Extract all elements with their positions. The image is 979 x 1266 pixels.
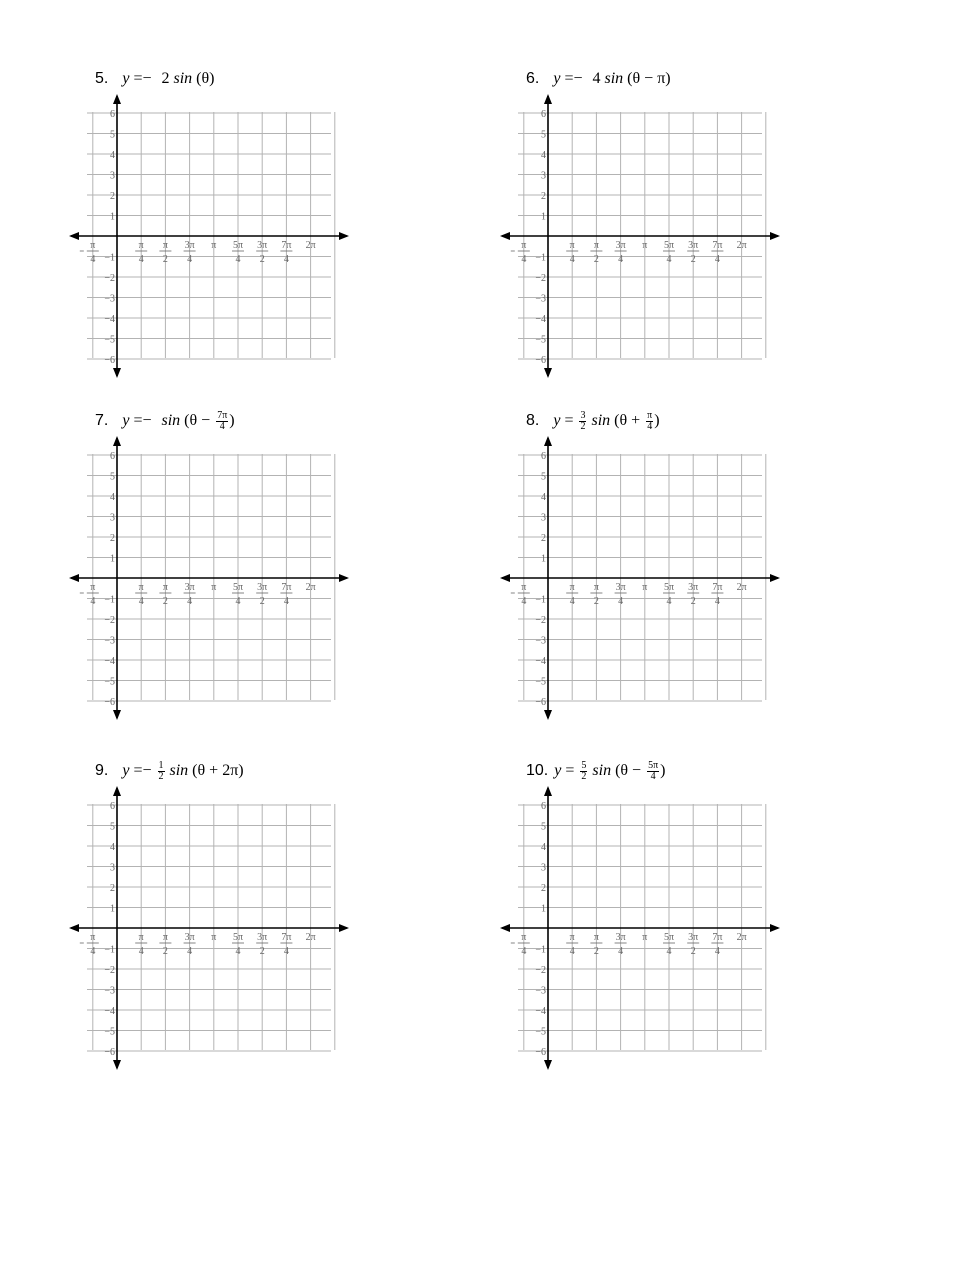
x-tick-numerator: 3π xyxy=(184,240,195,251)
x-tick-denominator: 4 xyxy=(90,946,96,957)
x-tick-numerator: 3π xyxy=(257,932,268,943)
x-tick-numerator: 3π xyxy=(615,932,626,943)
y-tick-label: 5 xyxy=(110,821,115,833)
x-tick-numerator: π xyxy=(90,932,96,943)
x-tick-numerator: 3π xyxy=(615,582,626,593)
x-tick-denominator: 4 xyxy=(235,946,241,957)
x-tick-denominator: 4 xyxy=(283,946,289,957)
y-tick-label: 6 xyxy=(110,451,115,462)
y-tick-label: −4 xyxy=(535,314,546,325)
y-tick-label: −2 xyxy=(104,273,115,284)
fraction-denominator: 2 xyxy=(581,770,587,782)
coordinate-grid xyxy=(521,788,816,1078)
problem-number: 5. xyxy=(95,70,109,87)
y-tick-label: 2 xyxy=(110,191,115,202)
y-tick-label: 4 xyxy=(110,492,115,503)
y-variable: y xyxy=(122,70,130,87)
x-tick-denominator: 4 xyxy=(714,254,720,265)
x-tick-denominator: 4 xyxy=(666,254,672,265)
x-tick-numerator: π xyxy=(90,582,96,593)
y-tick-label: 3 xyxy=(541,170,546,182)
x-axis-arrow-left xyxy=(69,574,79,582)
y-tick-label: −6 xyxy=(104,697,115,708)
y-tick-label: 4 xyxy=(110,842,115,853)
x-tick-numerator: π xyxy=(162,932,168,943)
x-tick-denominator: 4 xyxy=(569,254,575,265)
argument-close: ) xyxy=(660,762,666,779)
fraction-denominator: 2 xyxy=(158,770,164,782)
x-tick-denominator: 4 xyxy=(521,254,527,265)
y-tick-label: −4 xyxy=(535,656,546,667)
equation xyxy=(95,760,244,782)
x-tick-numerator: 7π xyxy=(281,240,292,251)
y-axis-arrow-up xyxy=(113,786,121,796)
y-variable: y xyxy=(122,412,130,429)
y-tick-label: 3 xyxy=(110,170,115,182)
x-tick-numerator: π xyxy=(569,932,575,943)
fraction-denominator: 2 xyxy=(580,420,586,432)
x-tick-numerator: π xyxy=(593,240,599,251)
x-tick-numerator: π xyxy=(211,932,217,943)
y-tick-label: −6 xyxy=(535,1047,546,1058)
x-tick-numerator: 2π xyxy=(305,582,316,593)
x-tick-numerator: 3π xyxy=(688,932,699,943)
x-axis-arrow-right xyxy=(339,924,349,932)
y-tick-label: 2 xyxy=(110,883,115,894)
function-name: sin xyxy=(161,412,181,429)
equals-sign: =− xyxy=(133,70,152,87)
x-tick-denominator: 4 xyxy=(90,254,96,265)
x-tick-denominator: 4 xyxy=(521,596,527,607)
problem-9 xyxy=(90,759,395,1060)
y-tick-label: 3 xyxy=(110,512,115,524)
y-tick-label: −1 xyxy=(535,252,546,264)
function-name: sin xyxy=(173,70,193,87)
x-tick-denominator: 2 xyxy=(259,254,265,265)
function-name: sin xyxy=(604,70,624,87)
y-tick-label: −1 xyxy=(535,594,546,606)
x-tick-denominator: 2 xyxy=(690,946,696,957)
x-tick-denominator: 4 xyxy=(138,946,144,957)
x-axis-arrow-right xyxy=(770,232,780,240)
y-variable: y xyxy=(553,70,561,87)
problem-6 xyxy=(521,68,826,368)
x-tick-numerator: 3π xyxy=(257,582,268,593)
y-axis-arrow-up xyxy=(113,436,121,446)
y-tick-label: −2 xyxy=(104,615,115,626)
y-tick-label: 6 xyxy=(110,109,115,120)
amplitude-fraction xyxy=(158,761,165,782)
x-axis-arrow-left xyxy=(500,574,510,582)
x-tick-denominator: 4 xyxy=(569,946,575,957)
fraction-denominator: 4 xyxy=(219,420,225,432)
x-tick-denominator: 4 xyxy=(569,596,575,607)
x-tick-denominator: 4 xyxy=(521,946,527,957)
problem-number: 10. xyxy=(526,762,549,779)
coefficient: 4 xyxy=(592,70,601,87)
x-tick-numerator: π xyxy=(521,582,527,593)
x-tick-denominator: 2 xyxy=(162,254,168,265)
y-axis-arrow-up xyxy=(544,436,552,446)
argument: (θ + xyxy=(614,412,641,429)
equation xyxy=(526,68,671,90)
function-name: sin xyxy=(592,762,612,779)
y-tick-label: 2 xyxy=(110,533,115,544)
y-tick-label: 3 xyxy=(541,862,546,874)
y-tick-label: 5 xyxy=(541,821,546,833)
y-variable: y xyxy=(122,762,130,779)
y-axis-arrow-down xyxy=(113,710,121,720)
y-tick-label: −1 xyxy=(104,944,115,956)
x-tick-numerator: 7π xyxy=(281,582,292,593)
y-tick-label: −2 xyxy=(104,965,115,976)
problem-8 xyxy=(521,409,826,710)
x-tick-denominator: 4 xyxy=(283,254,289,265)
x-tick-numerator: π xyxy=(642,582,648,593)
x-tick-numerator: 5π xyxy=(663,932,675,943)
x-tick-numerator: 5π xyxy=(232,582,244,593)
x-tick-denominator: 4 xyxy=(714,946,720,957)
x-axis-arrow-right xyxy=(770,574,780,582)
x-tick-numerator: π xyxy=(569,240,575,251)
function-name: sin xyxy=(169,762,189,779)
y-tick-label: 5 xyxy=(541,471,546,483)
x-axis-arrow-left xyxy=(500,924,510,932)
y-tick-label: −5 xyxy=(104,1026,115,1038)
phase-fraction xyxy=(646,411,653,432)
x-tick-numerator: π xyxy=(569,582,575,593)
x-tick-denominator: 4 xyxy=(187,946,193,957)
y-tick-label: −1 xyxy=(104,252,115,264)
y-tick-label: 2 xyxy=(541,533,546,544)
fraction-denominator: 4 xyxy=(650,770,656,782)
y-axis-arrow-down xyxy=(113,368,121,378)
y-tick-label: −3 xyxy=(104,985,115,997)
x-tick-numerator: 3π xyxy=(184,582,195,593)
y-tick-label: −6 xyxy=(535,355,546,366)
y-tick-label: −2 xyxy=(535,273,546,284)
equation xyxy=(526,760,665,782)
x-tick-numerator: 3π xyxy=(615,240,626,251)
y-tick-label: 1 xyxy=(110,553,115,565)
y-axis-arrow-down xyxy=(544,368,552,378)
x-tick-denominator: 2 xyxy=(259,946,265,957)
y-tick-label: 4 xyxy=(541,842,546,853)
x-tick-numerator: 5π xyxy=(232,240,244,251)
argument: (θ) xyxy=(196,70,215,87)
x-tick-numerator: π xyxy=(162,582,168,593)
x-tick-denominator: 4 xyxy=(618,946,624,957)
x-tick-denominator: 4 xyxy=(235,596,241,607)
y-tick-label: 5 xyxy=(541,129,546,141)
y-tick-label: −4 xyxy=(104,656,115,667)
x-tick-numerator: π xyxy=(138,240,144,251)
y-tick-label: −1 xyxy=(104,594,115,606)
x-axis-arrow-left xyxy=(69,232,79,240)
y-variable: y xyxy=(553,412,561,429)
y-tick-label: 3 xyxy=(110,862,115,874)
fraction-numerator: π xyxy=(647,409,653,421)
y-tick-label: −6 xyxy=(535,697,546,708)
y-tick-label: −3 xyxy=(104,635,115,647)
x-tick-numerator: π xyxy=(642,932,648,943)
x-tick-numerator: π xyxy=(138,582,144,593)
y-tick-label: −2 xyxy=(535,965,546,976)
fraction-numerator: 5π xyxy=(648,759,659,771)
x-axis-arrow-right xyxy=(339,232,349,240)
x-tick-denominator: 4 xyxy=(235,254,241,265)
y-tick-label: 1 xyxy=(110,903,115,915)
x-axis-arrow-left xyxy=(500,232,510,240)
x-tick-numerator: 7π xyxy=(281,932,292,943)
y-axis-arrow-down xyxy=(544,1060,552,1070)
y-tick-label: 3 xyxy=(541,512,546,524)
x-tick-denominator: 4 xyxy=(187,596,193,607)
y-tick-label: −3 xyxy=(535,293,546,305)
x-tick-numerator: 7π xyxy=(712,932,723,943)
x-tick-numerator: 2π xyxy=(736,932,747,943)
y-tick-label: −5 xyxy=(535,1026,546,1038)
x-tick-numerator: π xyxy=(642,240,648,251)
y-axis-arrow-down xyxy=(544,710,552,720)
x-tick-numerator: 5π xyxy=(663,240,675,251)
x-tick-denominator: 2 xyxy=(162,596,168,607)
y-tick-label: 4 xyxy=(541,150,546,161)
y-tick-label: 4 xyxy=(110,150,115,161)
x-axis-arrow-right xyxy=(339,574,349,582)
y-tick-label: −5 xyxy=(535,676,546,688)
y-tick-label: 5 xyxy=(110,129,115,141)
fraction-numerator: 1 xyxy=(158,759,164,771)
y-axis-arrow-up xyxy=(113,94,121,104)
argument: (θ − xyxy=(184,412,211,429)
argument: (θ + 2π) xyxy=(192,762,244,779)
problem-5 xyxy=(90,68,395,368)
y-tick-label: −2 xyxy=(535,615,546,626)
equals-sign: =− xyxy=(133,412,152,429)
x-tick-numerator: 3π xyxy=(184,932,195,943)
fraction-numerator: 5 xyxy=(581,759,587,771)
y-tick-label: −4 xyxy=(535,1006,546,1017)
function-name: sin xyxy=(591,412,611,429)
x-tick-numerator: π xyxy=(521,932,527,943)
y-tick-label: 1 xyxy=(541,211,546,223)
phase-fraction xyxy=(216,411,228,432)
problem-10 xyxy=(521,759,826,1060)
x-axis-arrow-right xyxy=(770,924,780,932)
argument: (θ − xyxy=(615,762,642,779)
y-tick-label: −5 xyxy=(104,334,115,346)
y-variable: y xyxy=(554,762,562,779)
x-tick-numerator: π xyxy=(593,932,599,943)
y-tick-label: 1 xyxy=(110,211,115,223)
x-axis-arrow-left xyxy=(69,924,79,932)
y-tick-label: −1 xyxy=(535,944,546,956)
coordinate-grid xyxy=(521,96,816,386)
argument-close: ) xyxy=(654,412,660,429)
y-tick-label: −4 xyxy=(104,314,115,325)
y-tick-label: 4 xyxy=(541,492,546,503)
x-tick-numerator: π xyxy=(593,582,599,593)
y-tick-label: −3 xyxy=(535,985,546,997)
x-tick-denominator: 4 xyxy=(618,254,624,265)
x-tick-numerator: 5π xyxy=(663,582,675,593)
x-tick-numerator: 7π xyxy=(712,240,723,251)
problem-number: 7. xyxy=(95,412,109,429)
x-tick-numerator: π xyxy=(162,240,168,251)
coordinate-grid xyxy=(90,788,385,1078)
x-tick-denominator: 2 xyxy=(593,254,599,265)
y-tick-label: 5 xyxy=(110,471,115,483)
x-tick-denominator: 4 xyxy=(618,596,624,607)
y-tick-label: 6 xyxy=(110,801,115,812)
y-axis-arrow-up xyxy=(544,786,552,796)
x-tick-numerator: 2π xyxy=(736,582,747,593)
equation xyxy=(95,68,215,90)
y-tick-label: −4 xyxy=(104,1006,115,1017)
x-tick-numerator: π xyxy=(211,582,217,593)
x-tick-denominator: 4 xyxy=(138,596,144,607)
problem-number: 6. xyxy=(526,70,540,87)
y-tick-label: −6 xyxy=(104,1047,115,1058)
x-tick-numerator: 2π xyxy=(305,240,316,251)
equals-sign: = xyxy=(565,762,575,779)
fraction-numerator: 3 xyxy=(580,409,586,421)
x-tick-numerator: 5π xyxy=(232,932,244,943)
problem-number: 8. xyxy=(526,412,540,429)
y-tick-label: 6 xyxy=(541,109,546,120)
y-tick-label: 6 xyxy=(541,801,546,812)
y-tick-label: 2 xyxy=(541,883,546,894)
x-tick-numerator: π xyxy=(138,932,144,943)
argument: (θ − π) xyxy=(627,70,671,87)
argument-close: ) xyxy=(229,412,235,429)
x-tick-denominator: 4 xyxy=(283,596,289,607)
y-axis-arrow-up xyxy=(544,94,552,104)
x-tick-denominator: 4 xyxy=(666,946,672,957)
coefficient: 2 xyxy=(161,70,170,87)
equals-sign: = xyxy=(564,412,574,429)
y-tick-label: −6 xyxy=(104,355,115,366)
x-tick-denominator: 2 xyxy=(259,596,265,607)
y-tick-label: 1 xyxy=(541,903,546,915)
x-tick-denominator: 4 xyxy=(666,596,672,607)
amplitude-fraction xyxy=(579,411,586,432)
x-tick-denominator: 4 xyxy=(90,596,96,607)
x-tick-numerator: π xyxy=(90,240,96,251)
y-tick-label: −3 xyxy=(104,293,115,305)
y-tick-label: −3 xyxy=(535,635,546,647)
y-tick-label: 6 xyxy=(541,451,546,462)
problem-7 xyxy=(90,409,395,710)
phase-fraction xyxy=(647,761,659,782)
x-tick-denominator: 2 xyxy=(162,946,168,957)
x-tick-denominator: 4 xyxy=(138,254,144,265)
equation xyxy=(95,410,235,432)
x-tick-denominator: 2 xyxy=(593,946,599,957)
x-tick-numerator: 3π xyxy=(257,240,268,251)
x-tick-denominator: 4 xyxy=(714,596,720,607)
x-tick-numerator: 2π xyxy=(736,240,747,251)
amplitude-fraction xyxy=(580,761,587,782)
x-tick-numerator: π xyxy=(211,240,217,251)
y-axis-arrow-down xyxy=(113,1060,121,1070)
y-tick-label: 2 xyxy=(541,191,546,202)
coordinate-grid xyxy=(521,438,816,728)
fraction-numerator: 7π xyxy=(217,409,228,421)
x-tick-numerator: 3π xyxy=(688,240,699,251)
x-tick-numerator: π xyxy=(521,240,527,251)
x-tick-numerator: 3π xyxy=(688,582,699,593)
y-tick-label: −5 xyxy=(535,334,546,346)
x-tick-numerator: 2π xyxy=(305,932,316,943)
y-tick-label: −5 xyxy=(104,676,115,688)
fraction-denominator: 4 xyxy=(647,420,653,432)
equation xyxy=(526,410,660,432)
y-tick-label: 1 xyxy=(541,553,546,565)
x-tick-denominator: 4 xyxy=(187,254,193,265)
problem-number: 9. xyxy=(95,762,109,779)
equals-sign: =− xyxy=(564,70,583,87)
x-tick-denominator: 2 xyxy=(593,596,599,607)
x-tick-denominator: 2 xyxy=(690,254,696,265)
equals-sign: =− xyxy=(133,762,152,779)
coordinate-grid xyxy=(90,438,385,728)
x-tick-numerator: 7π xyxy=(712,582,723,593)
x-tick-denominator: 2 xyxy=(690,596,696,607)
coordinate-grid xyxy=(90,96,385,386)
